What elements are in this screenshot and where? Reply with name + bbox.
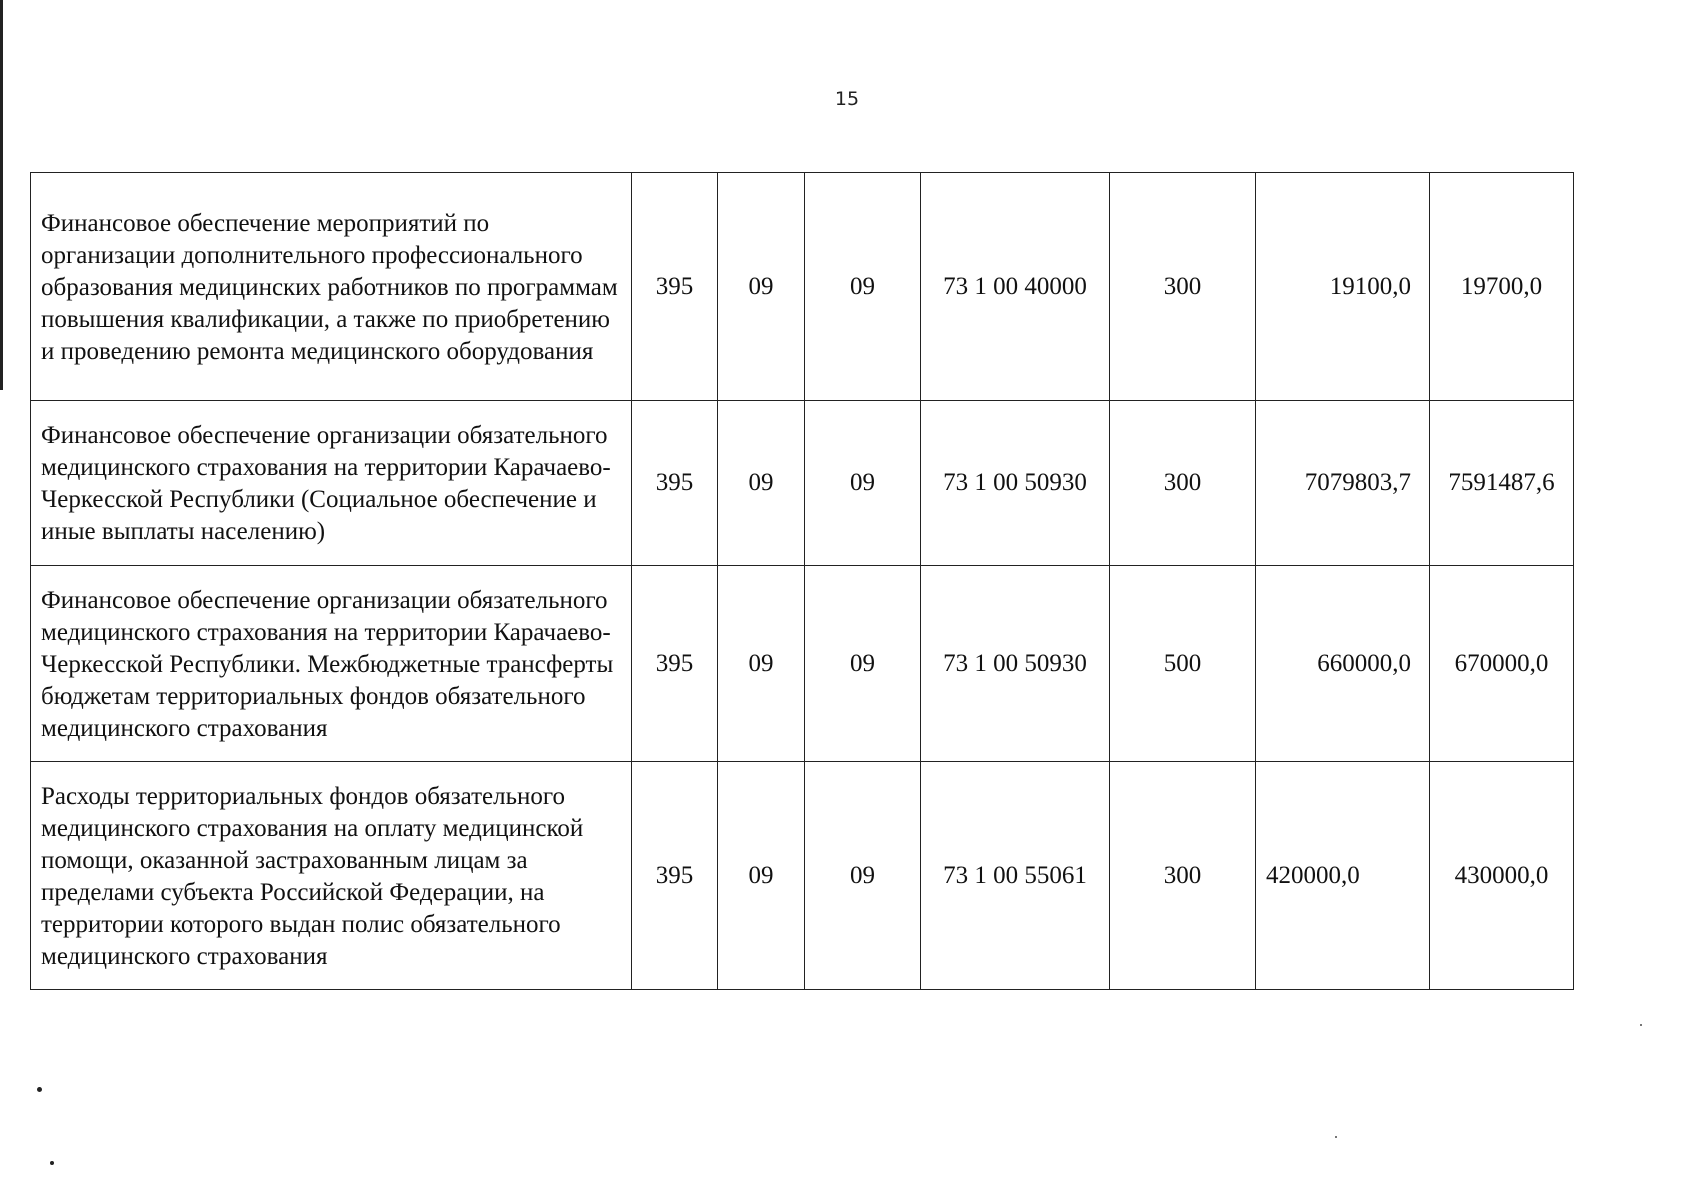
subsection-code: 09	[805, 566, 921, 762]
target-article-code: 73 1 00 50930	[921, 566, 1110, 762]
row-description: Финансовое обеспечение организации обязательного медицинского страхования на территории Карачаево-Черкесской Республики (Социальное обеспечение и иные выплаты населению)	[31, 401, 632, 566]
section-code: 09	[718, 401, 805, 566]
ministry-code: 395	[632, 566, 718, 762]
expense-type-code: 300	[1110, 762, 1256, 990]
amount-year-2: 670000,0	[1430, 566, 1574, 762]
amount-year-2: 430000,0	[1430, 762, 1574, 990]
section-code: 09	[718, 173, 805, 401]
subsection-code: 09	[805, 762, 921, 990]
ministry-code: 395	[632, 173, 718, 401]
table-row	[31, 566, 1574, 762]
amount-year-2: 7591487,6	[1430, 401, 1574, 566]
target-article-code: 73 1 00 55061	[921, 762, 1110, 990]
target-article-code: 73 1 00 40000	[921, 173, 1110, 401]
expense-type-code: 300	[1110, 173, 1256, 401]
row-description: Финансовое обеспечение организации обязательного медицинского страхования на территории Карачаево-Черкесской Республики. Межбюджетные трансферты бюджетам территориальных фондов обязательного медицинского страхования	[31, 566, 632, 762]
section-code: 09	[718, 566, 805, 762]
scan-dot	[37, 1087, 42, 1092]
table-row	[31, 173, 1574, 401]
table-row	[31, 762, 1574, 990]
section-code: 09	[718, 762, 805, 990]
expense-type-code: 500	[1110, 566, 1256, 762]
amount-year-1: 660000,0	[1256, 566, 1430, 762]
scan-speck	[1640, 1024, 1642, 1026]
row-description: Финансовое обеспечение мероприятий по организации дополнительного профессионального образования медицинских работников по программам повышения квалификации, а также по приобретению и проведению ремонта медицинского оборудования	[31, 173, 632, 401]
subsection-code: 09	[805, 401, 921, 566]
page-number: 15	[834, 88, 860, 110]
target-article-code: 73 1 00 50930	[921, 401, 1110, 566]
scan-dot	[50, 1161, 54, 1165]
row-description: Расходы территориальных фондов обязательного медицинского страхования на оплату медицинской помощи, оказанной застрахованным лицам за пределами субъекта Российской Федерации, на территории которого выдан полис обязательного медицинского страхования	[31, 762, 632, 990]
amount-year-1: 7079803,7	[1256, 401, 1430, 566]
ministry-code: 395	[632, 762, 718, 990]
subsection-code: 09	[805, 173, 921, 401]
ministry-code: 395	[632, 401, 718, 566]
amount-year-2: 19700,0	[1430, 173, 1574, 401]
scan-edge-mark	[0, 0, 3, 390]
table-row	[31, 401, 1574, 566]
expense-type-code: 300	[1110, 401, 1256, 566]
amount-year-1: 19100,0	[1256, 173, 1430, 401]
amount-year-1: 420000,0	[1256, 762, 1430, 990]
budget-table	[30, 172, 1574, 990]
scan-speck	[1335, 1136, 1337, 1138]
